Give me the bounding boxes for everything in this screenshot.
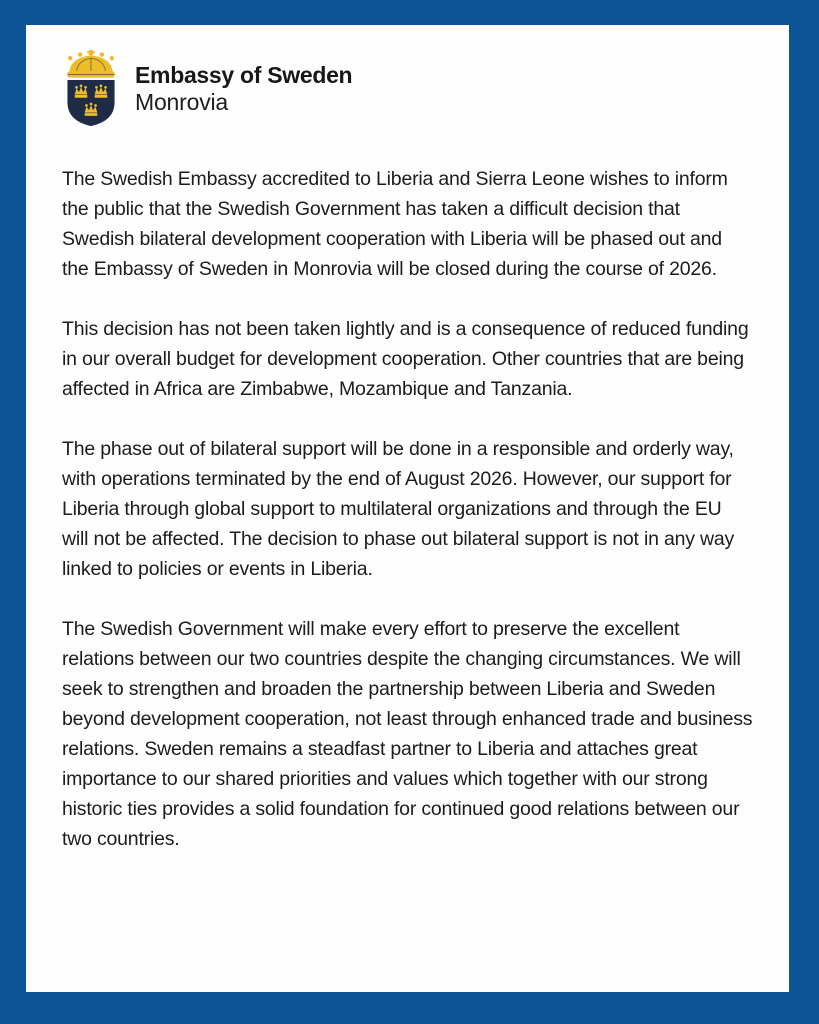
paragraph-2: This decision has not been taken lightly and is a consequence of reduced funding in our overall budget for development cooperation. Other countries that are being affected in Africa are Zimbabwe, Mozambique and Tanzania. xyxy=(62,318,749,400)
document-page xyxy=(26,25,789,992)
document-content xyxy=(26,25,789,854)
org-name: Embassy of Sweden xyxy=(135,62,353,88)
announcement-body xyxy=(62,164,753,854)
embassy-header xyxy=(62,50,753,128)
swedish-coat-of-arms-icon xyxy=(62,50,120,128)
paragraph-4: The Swedish Government will make every effort to preserve the excellent relations between our two countries despite the changing circumstances. We will seek to strengthen and broaden the partnership between Liberia and Sweden beyond development cooperation, not least through enhanced trade and business relations. Sweden remains a steadfast partner to Liberia and attaches great importance to our shared priorities and values which together with our strong historic ties provides a solid foundation for continued good relations between our two countries. xyxy=(62,618,753,850)
tre-kronor-shield xyxy=(67,80,114,126)
org-location: Monrovia xyxy=(135,89,228,115)
paragraph-3: The phase out of bilateral support will be done in a responsible and orderly way, with operations terminated by the end of August 2026. However, our support for Liberia through global support to multilateral organizations and through the EU will not be affected. The decision to phase out bilateral support is not in any way linked to policies or events in Liberia. xyxy=(62,438,735,580)
org-title-block xyxy=(135,62,352,116)
paragraph-1: The Swedish Embassy accredited to Liberia and Sierra Leone wishes to inform the public that the Swedish Government has taken a difficult decision that Swedish bilateral development cooperation with Liberia will be phased out and the Embassy of Sweden in Monrovia will be closed during the course of 2026. xyxy=(62,168,728,280)
